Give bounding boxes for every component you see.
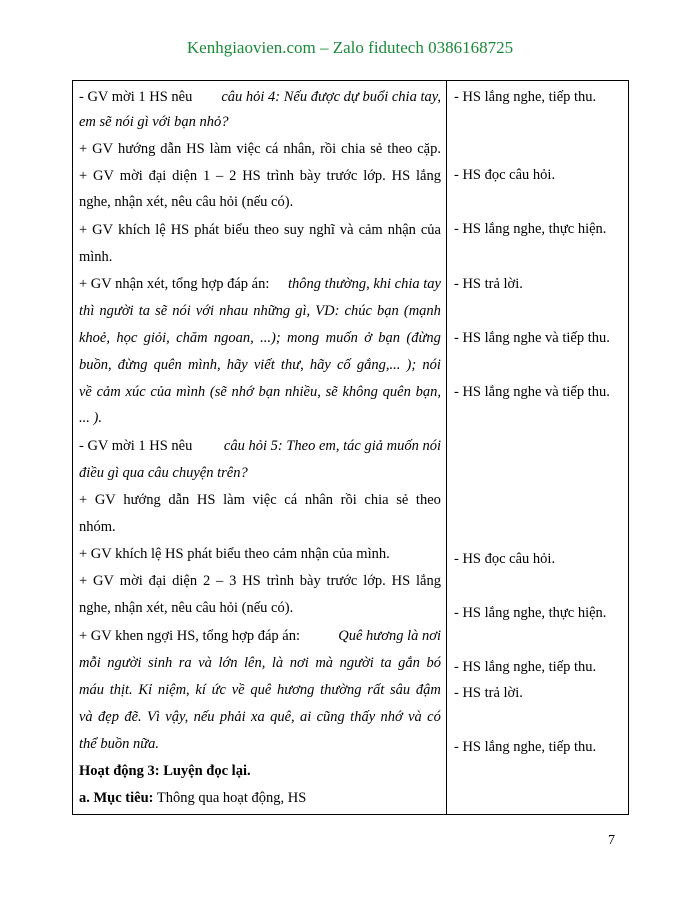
text-line: thể buồn nữa. [79, 736, 159, 752]
student-response: - HS đọc câu hỏi. [454, 551, 556, 567]
text-line: + GV khích lệ HS phát biểu theo cảm nhận của mình. [79, 546, 390, 562]
text-line: + GV hướng dẫn HS làm việc cá nhân, rồi chia sẻ theo cặp. [79, 141, 441, 157]
student-response: - HS lắng nghe, tiếp thu. [454, 89, 597, 105]
text-line: em sẽ nói gì với bạn nhỏ? [79, 114, 229, 130]
text-line: ... ). [79, 410, 102, 426]
text-line: - GV mời 1 HS nêu câu hỏi 5: Theo em, tác giả muốn nói [79, 438, 441, 454]
student-response: - HS lắng nghe và tiếp thu. [454, 384, 610, 400]
student-response: - HS lắng nghe, tiếp thu. [454, 659, 597, 675]
text-line: + GV hướng dẫn HS làm việc cá nhân rồi chia sẻ theo [79, 492, 441, 508]
student-response: - HS trả lời. [454, 276, 523, 292]
text-line: buồn, đừng quên mình, hãy viết thư, hãy cố gắng,... ); nói [79, 357, 441, 373]
text-line: nghe, nhận xét, nêu câu hỏi (nếu có). [79, 600, 294, 616]
text-line: mình. [79, 249, 113, 265]
text-line: + GV khen ngợi HS, tổng hợp đáp án: Quê hương là nơi [79, 628, 441, 644]
section-heading: Hoạt động 3: Luyện đọc lại. [79, 763, 251, 779]
student-response: - HS lắng nghe và tiếp thu. [454, 330, 610, 346]
page-header[interactable]: Kenhgiaovien.com – Zalo fidutech 0386168725 [186, 38, 514, 57]
page-number: 7 [608, 833, 615, 848]
student-response: - HS lắng nghe, thực hiện. [454, 221, 607, 237]
text-line: + GV khích lệ HS phát biểu theo suy nghĩ và cảm nhận của [79, 222, 441, 238]
text-line: thì người ta sẽ nói với nhau những gì, VD: chúc bạn (mạnh [79, 303, 441, 319]
student-response: - HS trả lời. [454, 685, 523, 701]
text-line: + GV nhận xét, tổng hợp đáp án: thông thường, khi chia tay [79, 276, 441, 292]
text-line: mỗi người sinh ra và lớn lên, là nơi mà người ta gắn bó [79, 655, 441, 671]
text-line: và đẹp đẽ. Vì vậy, nếu phải xa quê, ai cũng thấy nhớ và có [79, 709, 441, 725]
text-line: khoẻ, học giỏi, chăm ngoan, ...); mong muốn ở bạn (đừng [79, 330, 441, 346]
text-line: máu thịt. Kỉ niệm, kí ức về quê hương thường rất sâu đậm [79, 682, 441, 698]
column-divider [446, 81, 447, 814]
text-line: điều gì qua câu chuyện trên? [79, 465, 248, 481]
text-line: a. Mục tiêu: Thông qua hoạt động, HS [79, 790, 307, 806]
text-line: + GV mời đại diện 1 – 2 HS trình bày trước lớp. HS lắng [79, 168, 441, 184]
lesson-table [72, 80, 629, 815]
student-response: - HS lắng nghe, thực hiện. [454, 605, 607, 621]
text-line: - GV mời 1 HS nêu câu hỏi 4: Nếu được dự buổi chia tay, [79, 89, 441, 105]
text-line: về cảm xúc của mình (sẽ nhớ bạn nhiều, sẽ không quên bạn, [79, 384, 441, 400]
student-response: - HS lắng nghe, tiếp thu. [454, 739, 597, 755]
text-line: nhóm. [79, 519, 116, 535]
text-line: + GV mời đại diện 2 – 3 HS trình bày trước lớp. HS lắng [79, 573, 441, 589]
text-line: nghe, nhận xét, nêu câu hỏi (nếu có). [79, 194, 294, 210]
student-response: - HS đọc câu hỏi. [454, 167, 556, 183]
